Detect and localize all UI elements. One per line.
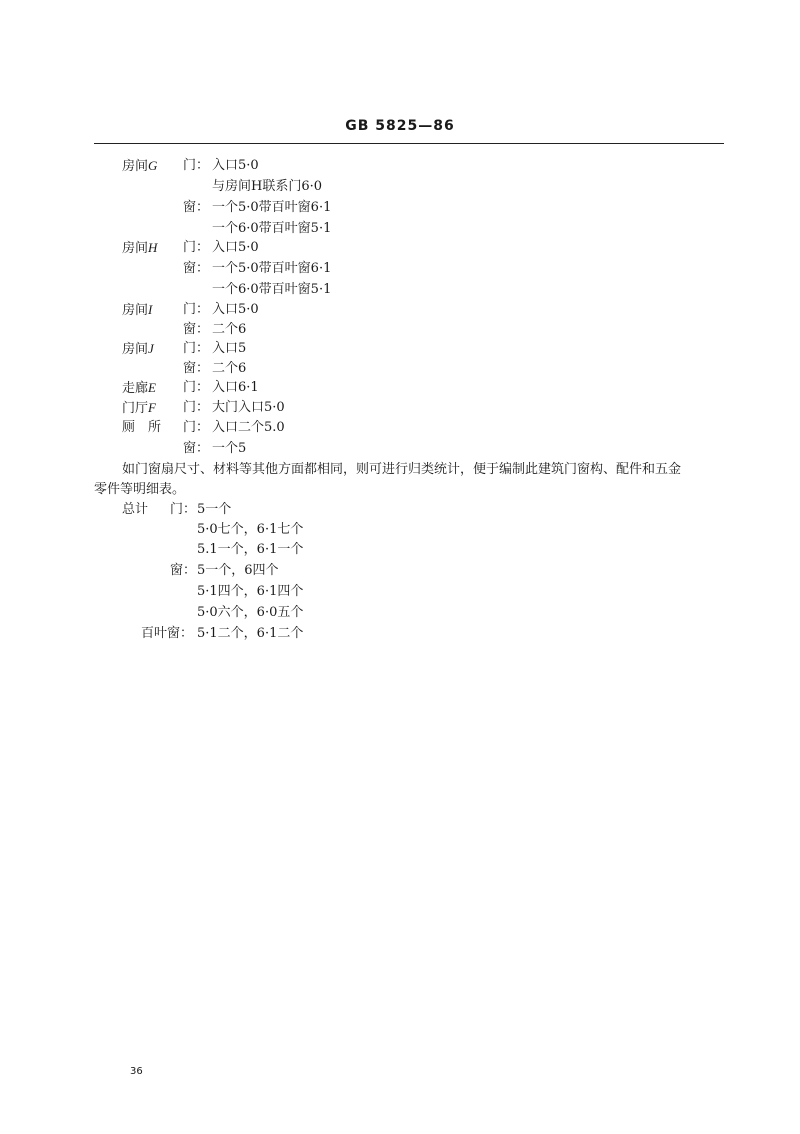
room-g-door-label: 门： [183, 158, 210, 173]
room-i-door-label: 门： [183, 302, 210, 317]
hall-f-letter: F [148, 400, 156, 415]
totals-door-2: 5·0七个，6·1七个 [197, 522, 304, 537]
room-i-name: 房间 [122, 303, 149, 318]
room-j-name: 房间 [122, 342, 149, 357]
totals-window-2: 5·1四个，6·1四个 [197, 584, 304, 599]
paragraph-line-1: 如门窗扇尺寸、材料等其他方面都相同，则可进行归类统计，便于编制此建筑门窗构、配件和五金 [122, 462, 682, 477]
room-h-window-1: 一个5·0带百叶窗6·1 [212, 261, 332, 276]
room-g-door-2: 与房间H联系门6·0 [212, 179, 323, 194]
room-h-label [122, 240, 157, 257]
room-g-door-1: 入口5·0 [212, 158, 259, 173]
totals-window-label: 窗： [170, 563, 197, 578]
room-g-label [122, 158, 157, 175]
corridor-e-door-1: 入口6·1 [212, 380, 259, 395]
room-i-window-1: 二个6 [212, 322, 247, 337]
room-g-window-1: 一个5·0带百叶窗6·1 [212, 200, 332, 215]
room-h-window-2: 一个6·0带百叶窗5·1 [212, 282, 332, 297]
totals-door-label: 门： [170, 502, 197, 517]
corridor-e-label [122, 380, 156, 397]
room-i-letter: I [148, 302, 153, 317]
totals-window-3: 5·0六个，6·0五个 [197, 605, 304, 620]
totals-shutter-label: 百叶窗： [141, 626, 194, 641]
room-h-door-label: 门： [183, 240, 210, 255]
hall-f-door-1: 大门入口5·0 [212, 400, 285, 415]
room-g-name: 房间 [122, 159, 149, 174]
header-divider [94, 143, 724, 144]
hall-f-label [122, 400, 156, 417]
totals-door-1: 5一个 [197, 502, 232, 517]
page-number: 36 [130, 1066, 143, 1077]
room-j-door-label: 门： [183, 341, 210, 356]
hall-f-door-label: 门： [183, 400, 210, 415]
room-j-letter: J [148, 341, 154, 356]
room-i-window-label: 窗： [183, 322, 210, 337]
totals-window-1: 5一个，6四个 [197, 563, 279, 578]
toilet-door-1: 入口二个5.0 [212, 420, 285, 435]
totals-door-3: 5.1一个，6·1一个 [197, 542, 304, 557]
room-h-door-1: 入口5·0 [212, 240, 259, 255]
room-g-window-label: 窗： [183, 200, 210, 215]
totals-label: 总计 [122, 502, 149, 517]
toilet-window-label: 窗： [183, 441, 210, 456]
corridor-e-door-label: 门： [183, 380, 210, 395]
room-h-name: 房间 [122, 241, 149, 256]
room-j-window-label: 窗： [183, 361, 210, 376]
room-h-letter: H [148, 240, 158, 255]
room-g-window-2: 一个6·0带百叶窗5·1 [212, 221, 332, 236]
room-i-door-1: 入口5·0 [212, 302, 259, 317]
totals-shutter-1: 5·1二个，6·1二个 [197, 626, 304, 641]
hall-f-name: 门厅 [122, 401, 149, 416]
room-i-label [122, 302, 152, 319]
room-g-letter: G [148, 158, 158, 173]
toilet-door-label: 门： [183, 420, 210, 435]
toilet-window-1: 一个5 [212, 441, 247, 456]
room-j-door-1: 入口5 [212, 341, 247, 356]
room-h-window-label: 窗： [183, 261, 210, 276]
corridor-e-name: 走廊 [122, 381, 149, 396]
toilet-label: 厕 所 [122, 420, 162, 435]
corridor-e-letter: E [148, 380, 156, 395]
paragraph-line-2: 零件等明细表。 [94, 482, 186, 497]
room-j-label [122, 341, 154, 358]
standard-number: GB 5825—86 [345, 118, 455, 134]
room-j-window-1: 二个6 [212, 361, 247, 376]
